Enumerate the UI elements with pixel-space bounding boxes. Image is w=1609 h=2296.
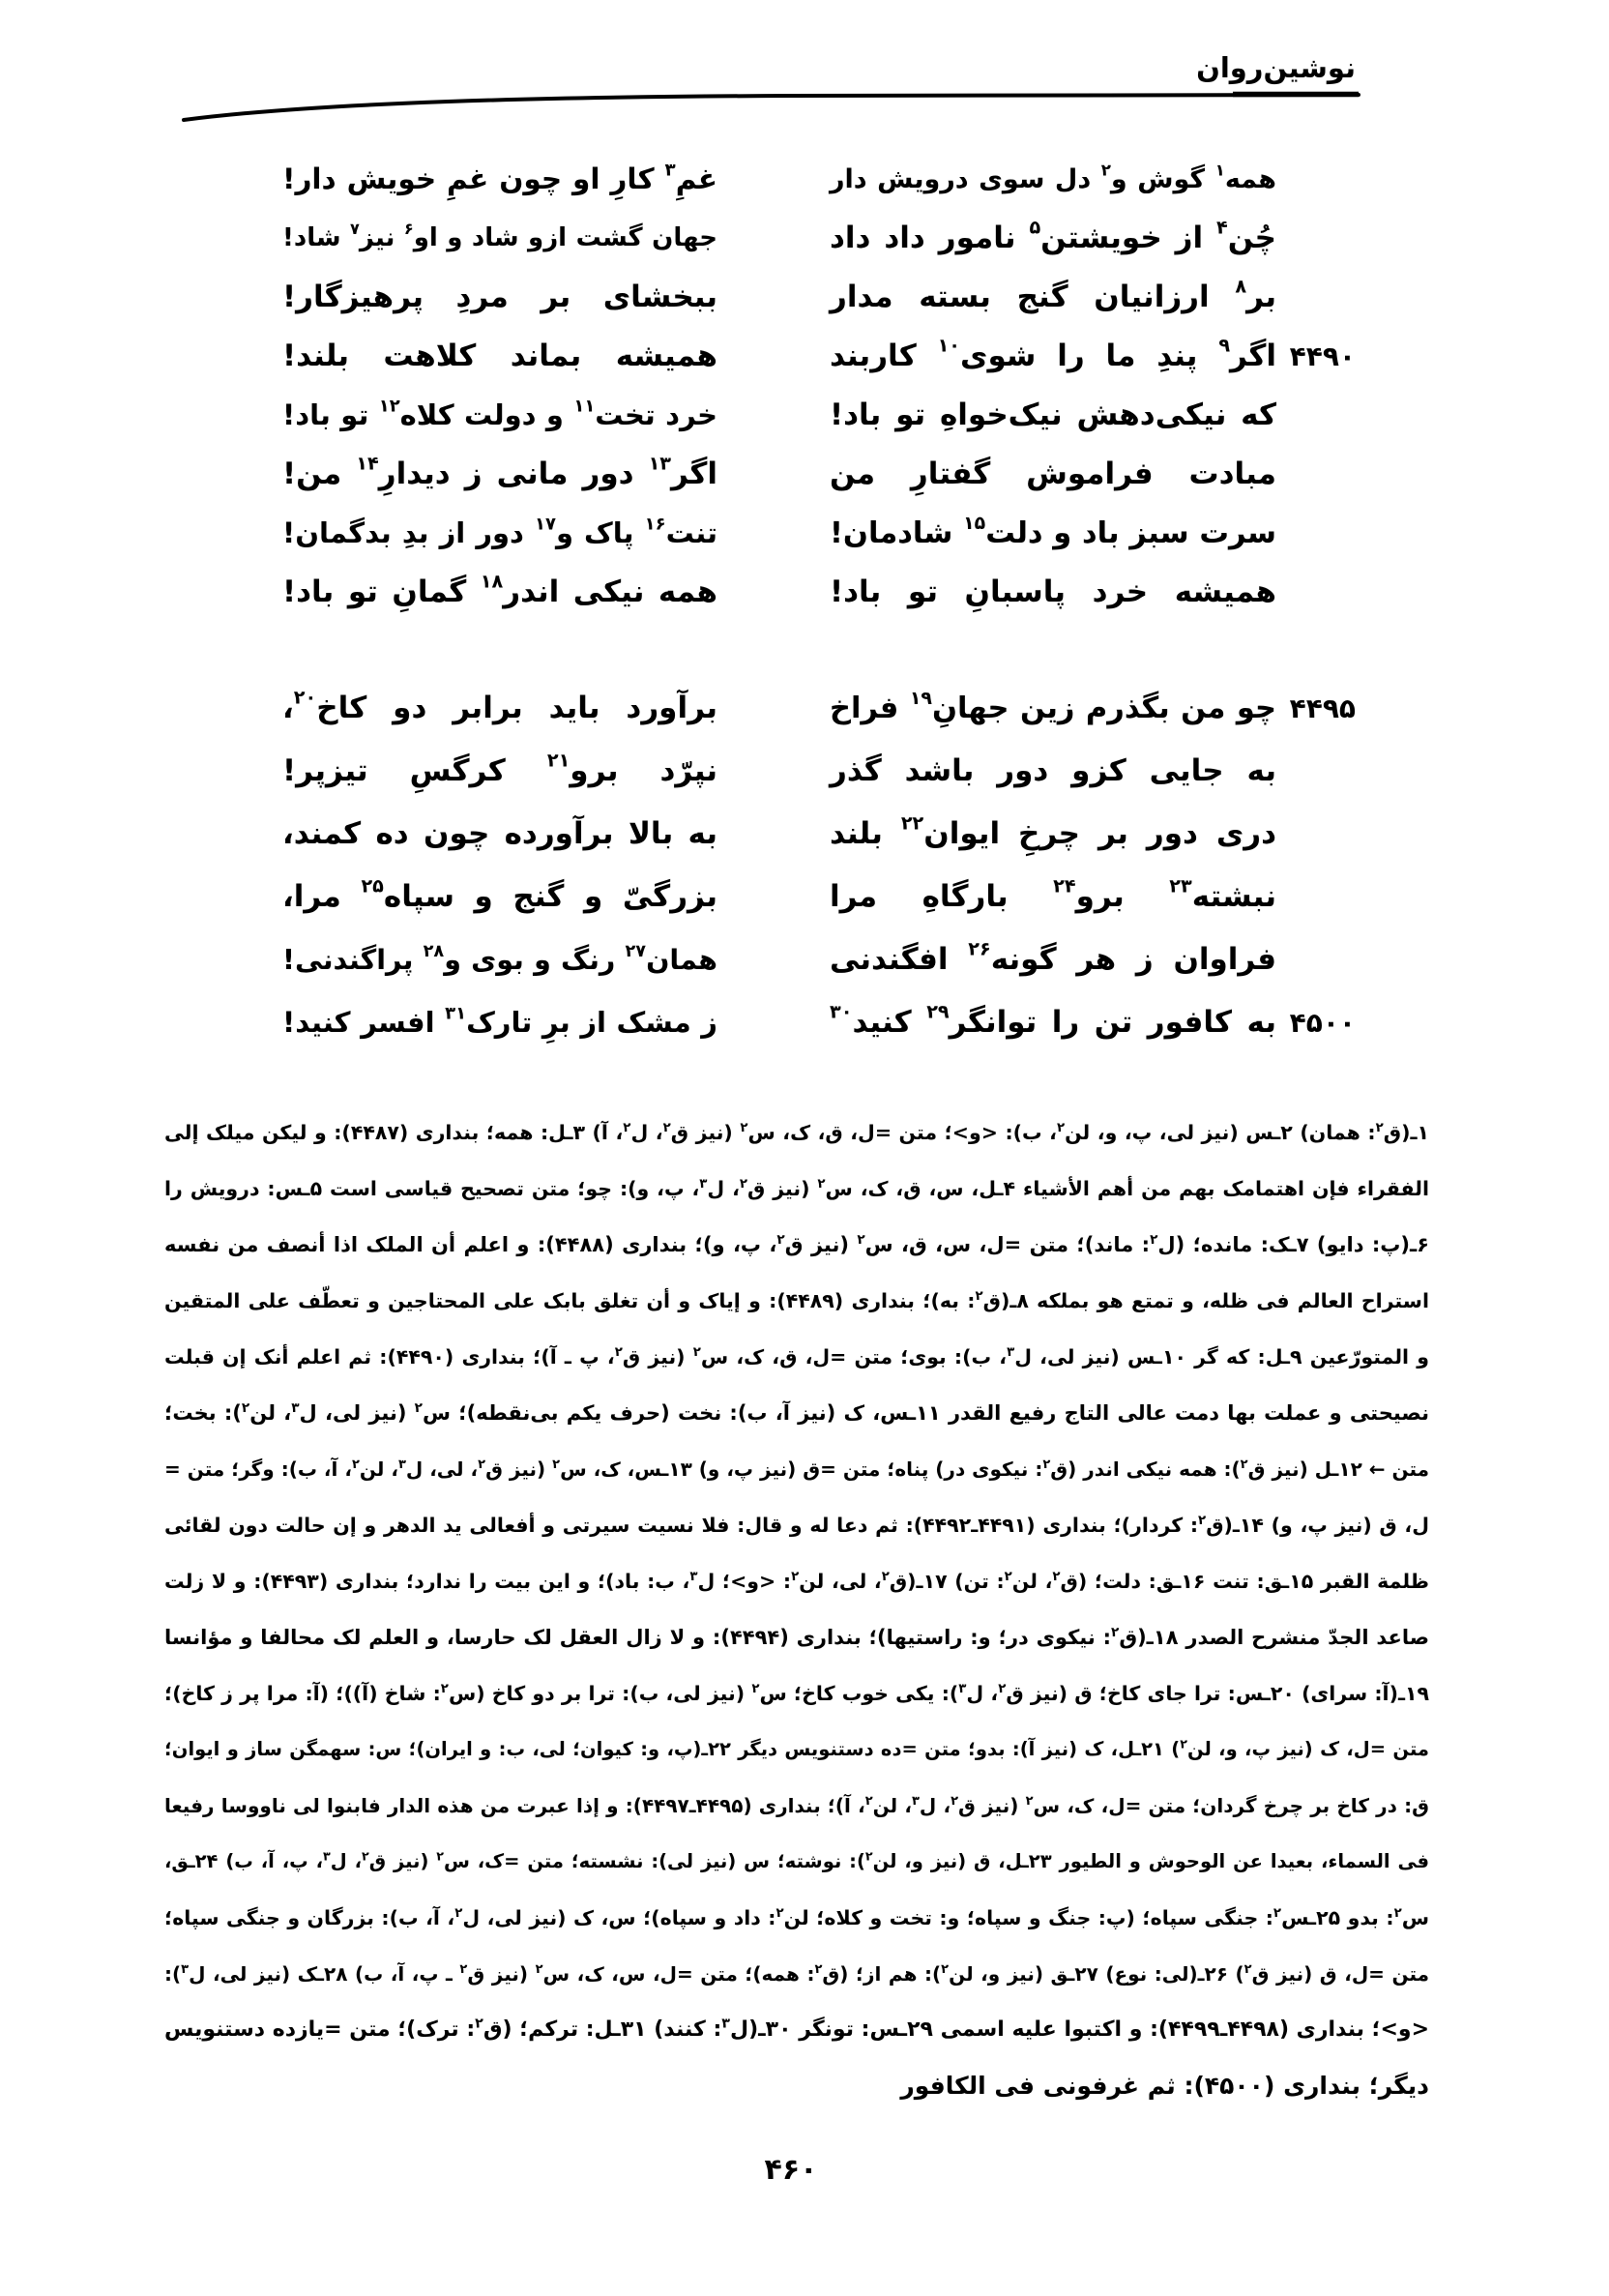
sigla-index: ۲	[1004, 1570, 1012, 1585]
hemistich-right: بر$^۸$ ارزانیان گنج بسته مدار	[830, 275, 1276, 314]
sigla-index: ۳	[181, 1962, 190, 1978]
verse-row	[0, 866, 1609, 928]
footnote-ref: ۱۱	[573, 396, 596, 417]
sigla-index: ۲	[739, 1177, 748, 1192]
sigla-index: ۲	[454, 1906, 463, 1922]
verse-row	[0, 209, 1609, 268]
sigla-index: ۲	[864, 1848, 873, 1864]
verse-row	[0, 445, 1609, 504]
footnote-line: <و>؛ بنداری (۴۴۹۸ـ۴۴۹۹): و اکتبوا علیه اسمی ۲۹ـس: تونگر ۳۰ـ(ل$^۳$: کنند) ۳۱ـل: ترکم؛ (ق$^۲$: ترک)؛ متن =یازده دستنویس	[164, 2016, 1430, 2042]
footnote-line: صاعد الجدّ منشرح الصدر ۱۸ـ(ق$^۲$: نیکوی در؛ و: راستیها)؛ بنداری (۴۴۹۴): و لا زال العقل لک حارسا، و العلم لک محالفا و مؤانسا	[164, 1624, 1430, 1649]
sigla-index: ۲	[1240, 1457, 1248, 1473]
sigla-index: ۲	[1243, 1962, 1252, 1978]
verse-row	[0, 740, 1609, 803]
verse-row	[0, 268, 1609, 327]
sigla-index: ۲	[951, 1794, 959, 1810]
verse-row	[0, 327, 1609, 386]
sigla-index: ۲	[775, 1906, 784, 1922]
sigla-index: ۲	[1110, 1624, 1120, 1640]
verse-row	[0, 991, 1609, 1054]
hemistich-right: همه$^۱$ گوش و$^۲$ دل سوی درویش دار	[830, 160, 1277, 194]
sigla-index: ۲	[440, 1682, 449, 1697]
verse-number: ۴۵۰۰	[1289, 1007, 1356, 1039]
sigla-index: ۲	[975, 1289, 983, 1305]
page-number: ۴۶۰	[764, 2153, 818, 2187]
footnote-line: س$^۲$: بدو ۲۵ـس$^۲$: جنگی سپاه؛ (پ: جنگ و سپاه؛ و: تخت و کلاه؛ لن$^۲$: داد و سپاه)؛ س، ک (نیز لی، ل$^۲$، آ، ب): بزرگان و جنگی سپاه؛	[164, 1906, 1429, 1929]
sigla-index: ۲	[475, 2016, 483, 2032]
sigla-index: ۲	[941, 1962, 950, 1978]
hemistich-right: اگر$^۹$ پندِ ما را شوی$^{۱۰}$ کاربند	[830, 334, 1276, 373]
hemistich-left: به بالا برآورده چون ده کمند،	[282, 816, 717, 851]
hemistich-left: ز مشک از برِ تارک$^{۳۱}$ افسر کنید!	[282, 1003, 717, 1039]
footnote-line: متن =ل، ک (نیز پ، و، لن$^۲$) ۲۱ـل، ک (نیز آ): بدو؛ متن =ده دستنویس دیگر ۲۲ـ(پ، و: کیوان؛ لی، ب: و ایران)؛ س: سهمگن ساز و ایوان؛	[164, 1736, 1429, 1760]
sigla-index: ۲	[814, 1962, 823, 1978]
hemistich-right: که نیکی‌دهش نیک‌خواهِ تو باد!	[830, 397, 1276, 432]
sigla-index: ۲	[478, 1457, 486, 1473]
footnote-ref: ۳	[664, 160, 676, 181]
footnote-ref: ۲۱	[546, 749, 570, 772]
hemistich-left: اگر$^{۱۳}$ دور مانی ز دیدارِ$^{۱۴}$ من!	[282, 452, 717, 491]
sigla-index: ۳	[323, 1848, 331, 1864]
hemistich-left: نپرّد برو$^{۲۱}$ کرگسِ تیزپر!	[282, 749, 717, 788]
hemistich-left: تنت$^{۱۶}$ پاک و$^{۱۷}$ دور از بدِ بدگمان!	[282, 514, 717, 549]
footnote-line: ۶ـ(پ: دایو) ۷ـک: مانده؛ (ل$^۲$: ماند)؛ متن =ل، س، ق، س$^۲$ (نیز ق$^۲$، پ، و)؛ بنداری (۴۴۸۸): و اعلم أن الملک اذا أنصف من نفسه	[164, 1231, 1429, 1256]
footnote-ref: ۱۸	[480, 570, 504, 593]
hemistich-right: به کافور تن را توانگر$^{۲۹}$ کنید$^{۳۰}$	[830, 1000, 1276, 1040]
sigla-index: ۲	[864, 1794, 873, 1810]
sigla-index: ۲	[817, 1177, 826, 1192]
sigla-index: ۲	[1375, 1121, 1384, 1136]
sigla-index: ۲	[881, 1570, 890, 1585]
footnote-line: متن =ل، ق (نیز ق$^۲$) ۲۶ـ(لی: نوع) ۲۷ـق (نیز و، لن$^۲$): هم از؛ (ق$^۲$: همه)؛ متن =ل، س، ک، س$^۲$ (نیز ق$^۲$ ـ پ، آ، ب) ۲۸ـک (نیز لی، ل$^۳$):	[164, 1962, 1430, 1986]
sigla-index: ۲	[623, 1121, 631, 1136]
sigla-index: ۲	[1180, 1736, 1187, 1751]
footnote-ref: ۲۵	[361, 874, 384, 898]
sigla-index: ۲	[692, 1345, 701, 1361]
verse-number: ۴۴۹۰	[1289, 340, 1356, 372]
footnote-ref: ۲	[1100, 160, 1111, 180]
verse-row	[0, 677, 1609, 740]
hemistich-left: جهان گشت ازو شاد و او$^۶$ نیز$^۷$ شاد!	[282, 219, 717, 252]
footnote-line: استراح العالم فی ظله، و تمتع هو بملکه ۸ـ(ق$^۲$: به)؛ بنداری (۴۴۸۹): و إیاک و أن تغلق بابک علی المحتاجین و تعطّف علی المتقین	[164, 1289, 1429, 1312]
footnote-line: ل، ق (نیز پ، و) ۱۴ـ(ق$^۲$: کردار)؛ بنداری (۴۴۹۱ـ۴۴۹۲): ثم دعا له و قال: فلا نسیت سیرتی و أفعالی ید الدهر و إن حالت دون لقائی	[164, 1514, 1429, 1537]
sigla-index: ۳	[721, 2016, 730, 2032]
hemistich-right: نبشته$^{۲۳}$ برو$^{۲۴}$ بارگاهِ مرا	[830, 874, 1276, 914]
verse-row	[0, 150, 1609, 209]
sigla-index: ۲	[751, 1682, 760, 1697]
footnote-ref: ۱۲	[378, 396, 400, 417]
footnote-ref: ۱۴	[356, 452, 379, 475]
sigla-index: ۲	[361, 1848, 369, 1864]
hemistich-right: سرت سبز باد و دلت$^{۱۵}$ شادمان!	[830, 512, 1276, 550]
footnote-ref: ۴	[1216, 216, 1228, 239]
footnote-line: الفقراء فإن اهتمامک بهم من أهم الأشیاء ۴ـل، س، ق، ک، س$^۲$ (نیز ق$^۲$، ل$^۳$، پ، و): چو؛ متن تصحیح قیاسی است ۵ـس: درویش را	[164, 1177, 1429, 1200]
footnote-line: دیگر؛ بنداری (۴۵۰۰): ثم غرفونی فی الکافور	[900, 2072, 1429, 2100]
footnote-ref: ۲۹	[926, 1000, 950, 1023]
verse-row	[0, 803, 1609, 866]
sigla-index: ۲	[1042, 1457, 1051, 1473]
footnote-line: ق: در کاخ بر چرخ گردان؛ متن =ل، ک، س$^۲$ (نیز ق$^۲$، ل$^۳$، لن$^۲$، آ)؛ بنداری (۴۴۹۵ـ۴۴۹۷): و إذا عبرت من هذه الدار فابنوا لی ناووسا رفیعا	[164, 1794, 1430, 1817]
sigla-index: ۳	[911, 1794, 920, 1810]
footnote-line: نصیحتی و عملت بها دمت عالی التاج رفیع القدر ۱۱ـس، ک (نیز آ، ب): نخت (حرف یکم بی‌نقطه)؛ س$^۲$ (نیز لی، ل$^۳$، لن$^۲$): بخت؛	[164, 1399, 1429, 1425]
footnote-line: و المتورّعین ۹ـل: که گر ۱۰ـس (نیز لی، ل$^۳$، ب): بوی؛ متن =ل، ق، ک، س$^۲$ (نیز ق$^۲$، پ ـ آ)؛ بنداری (۴۴۹۰): ثم اعلم أنک إن قبلت	[164, 1345, 1429, 1369]
sigla-index: ۲	[535, 1962, 543, 1978]
footnote-ref: ۲۷	[625, 941, 647, 961]
header-rule	[0, 0, 1609, 135]
footnote-ref: ۵	[1029, 216, 1041, 239]
sigla-index: ۲	[614, 1345, 623, 1361]
sigla-index: ۲	[414, 1399, 423, 1416]
footnote-ref: ۱۰	[937, 334, 961, 357]
footnote-ref: ۱۳	[648, 452, 672, 475]
footnote-ref: ۳۰	[830, 1000, 853, 1023]
footnote-line: فی السماء، بعیدا عن الوحوش و الطیور ۲۳ـل، ق (نیز و، لن$^۲$): نوشته؛ س (نیز لی): نشسته؛ متن =ک، س$^۲$ (نیز ق$^۲$، ل$^۳$، پ، آ، ب) ۲۴ـق،	[164, 1848, 1429, 1872]
footnote-ref: ۱۷	[535, 514, 556, 535]
footnote-ref: ۱۹	[909, 687, 932, 709]
running-title: نوشین‌روان	[1196, 51, 1356, 84]
footnote-ref: ۲۴	[1053, 874, 1076, 898]
sigla-index: ۲	[776, 1231, 785, 1248]
sigla-index: ۲	[1150, 1231, 1158, 1248]
footnote-ref: ۲۲	[900, 811, 924, 835]
hemistich-left: همان$^{۲۷}$ رنگ و بوی و$^{۲۸}$ پراگندنی!	[282, 941, 717, 976]
sigla-index: ۳	[291, 1399, 300, 1416]
verse-row	[0, 386, 1609, 445]
sigla-index: ۲	[1056, 1121, 1066, 1136]
sigla-index: ۲	[791, 1570, 800, 1585]
hemistich-left: همه نیکی اندر$^{۱۸}$ گمانِ تو باد!	[282, 570, 717, 609]
footnote-ref: ۷	[350, 219, 360, 238]
footnote-ref: ۱	[1214, 160, 1225, 180]
sigla-index: ۳	[397, 1457, 406, 1473]
hemistich-right: چو من بگذرم زین جهانِ$^{۱۹}$ فراخ	[830, 687, 1276, 725]
sigla-index: ۳	[958, 1682, 967, 1697]
hemistich-left: بزرگیّ و گنج و سپاه$^{۲۵}$ مرا،	[282, 874, 717, 914]
footnote-ref: ۲۳	[1169, 874, 1192, 898]
hemistich-right: به جایی کزو دور باشد گذر	[830, 753, 1276, 788]
footnote-line: ۱۹ـ(آ: سرای) ۲۰ـس: ترا جای کاخ؛ ق (نیز ق$^۲$، ل$^۳$): یکی خوب کاخ؛ س$^۲$ (نیز لی، ب): ترا بر دو کاخ (س$^۲$: شاخ (آ))؛ (آ: مرا پر ز کاخ)؛	[164, 1682, 1429, 1705]
sigla-index: ۲	[1393, 1906, 1402, 1922]
footnote-ref: ۲۰	[293, 686, 317, 709]
hemistich-left: برآورد باید برابر دو کاخ$^{۲۰}$،	[282, 686, 717, 725]
hemistich-left: خرد تخت$^{۱۱}$ و دولت کلاه$^{۱۲}$ تو باد!	[282, 396, 717, 431]
sigla-index: ۲	[998, 1682, 1007, 1697]
sigla-index: ۲	[857, 1231, 865, 1248]
footnote-ref: ۱۶	[644, 514, 666, 535]
sigla-index: ۳	[699, 1177, 708, 1192]
footnote-ref: ۳۱	[445, 1003, 467, 1024]
footnote-ref: ۹	[1218, 334, 1231, 357]
sigla-index: ۲	[241, 1399, 250, 1416]
sigla-index: ۳	[1007, 1345, 1015, 1361]
sigla-index: ۲	[1052, 1570, 1061, 1585]
sigla-index: ۲	[436, 1848, 444, 1864]
hemistich-right: مبادت فراموش گفتارِ من	[830, 456, 1276, 491]
hemistich-left: همیشه بماند کلاهت بلند!	[282, 339, 717, 373]
hemistich-right: دری دور بر چرخِ ایوان$^{۲۲}$ بلند	[830, 811, 1276, 851]
hemistich-right: همیشه خرد پاسبانِ تو باد!	[830, 574, 1276, 609]
verse-row	[0, 504, 1609, 563]
footnote-ref: ۸	[1235, 275, 1247, 298]
verse-number: ۴۴۹۵	[1289, 692, 1356, 724]
verse-row	[0, 563, 1609, 622]
footnote-line: ۱ـ(ق$^۲$: همان) ۲ـس (نیز لی، پ، و، لن$^۲$، ب): <و>؛ متن =ل، ق، ک، س$^۲$ (نیز ق$^۲$، ل$^۲$، آ) ۳ـل: همه؛ بنداری (۴۴۸۷): و لیکن میلک إلی	[164, 1121, 1429, 1144]
hemistich-right: چُن$^۴$ از خویشتن$^۵$ نامور داد داد	[830, 216, 1276, 255]
sigla-index: ۲	[552, 1457, 561, 1473]
sigla-index: ۲	[459, 1962, 468, 1978]
sigla-index: ۲	[1025, 1794, 1034, 1810]
sigla-index: ۲	[1273, 1906, 1282, 1922]
sigla-index: ۲	[1198, 1514, 1207, 1529]
footnote-line: ظلمة القبر ۱۵ـق: تنت ۱۶ـق: دلت؛ (ق$^۲$، لن$^۲$: تن) ۱۷ـ(ق$^۲$، لی، لن$^۲$: <و>؛ ل$^۳$، ب: باد)؛ و این بیت را ندارد؛ بنداری (۴۴۹۳): و لا زلت	[164, 1570, 1429, 1593]
footnote-ref: ۶	[403, 219, 414, 238]
footnote-ref: ۱۵	[963, 512, 986, 534]
sigla-index: ۲	[740, 1121, 748, 1136]
footnote-ref: ۲۶	[968, 937, 991, 960]
hemistich-right: فراوان ز هر گونه$^{۲۶}$ افگندنی	[830, 937, 1277, 977]
sigla-index: ۲	[662, 1121, 671, 1136]
footnote-line: متن ← ۱۲ـل (نیز ق$^۲$): همه نیکی اندر (ق$^۲$: نیکوی در) پناه؛ متن =ق (نیز پ، و) ۱۳ـس، ک، س$^۲$ (نیز ق$^۲$، لی، ل$^۳$، لن$^۲$، آ، ب): وگر؛ متن =	[164, 1457, 1430, 1481]
verse-row	[0, 928, 1609, 991]
sigla-index: ۲	[351, 1457, 360, 1473]
sigla-index: ۳	[689, 1570, 698, 1585]
footnotes	[164, 1104, 1429, 2114]
hemistich-left: ببخشای بر مردِ پرهیزگار!	[282, 280, 717, 314]
footnote-ref: ۲۸	[423, 941, 445, 961]
hemistich-left: غمِ$^۳$ کارِ او چون غمِ خویش دار!	[282, 160, 717, 195]
